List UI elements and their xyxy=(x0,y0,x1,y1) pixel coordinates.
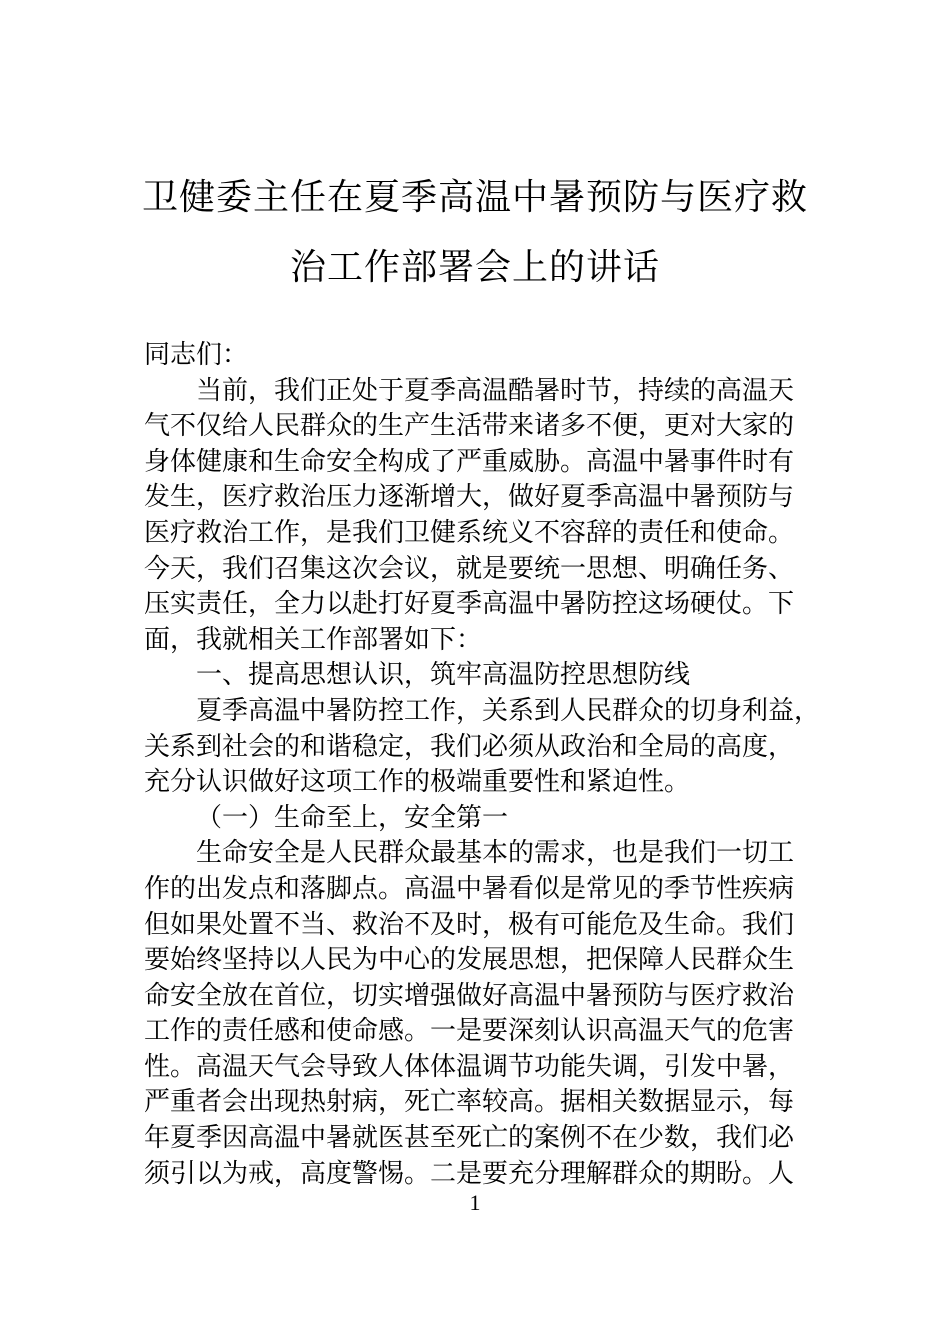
page-number: 1 xyxy=(469,1190,481,1215)
document-title-line-2: 治工作部署会上的讲话 xyxy=(289,247,660,288)
paragraph-line: 医疗救治工作，是我们卫健系统义不容辞的责任和使命。 xyxy=(144,517,795,548)
paragraph-line: 身体健康和生命安全构成了严重威胁。高温中暑事件时有 xyxy=(144,446,795,477)
paragraph-line: 工作的责任感和使命感。一是要深刻认识高温天气的危害 xyxy=(144,1016,795,1047)
paragraph-line: 充分认识做好这项工作的极端重要性和紧迫性。 xyxy=(144,767,691,798)
paragraph-line: 命安全放在首位，切实增强做好高温中暑预防与医疗救治 xyxy=(144,980,795,1011)
paragraph-line: 夏季高温中暑防控工作，关系到人民群众的切身利益， xyxy=(196,695,821,726)
paragraph-line: 年夏季因高温中暑就医甚至死亡的案例不在少数，我们必 xyxy=(144,1123,795,1154)
document-body xyxy=(144,338,824,1192)
paragraph-line: 严重者会出现热射病，死亡率较高。据相关数据显示，每 xyxy=(144,1087,795,1118)
paragraph-line: 压实责任，全力以赴打好夏季高温中暑防控这场硬仗。下 xyxy=(144,589,795,620)
paragraph-line: 但如果处置不当、救治不及时，极有可能危及生命。我们 xyxy=(144,909,795,940)
document-title-line-1: 卫健委主任在夏季高温中暑预防与医疗救 xyxy=(141,177,808,218)
paragraph-line: 当前，我们正处于夏季高温酷暑时节，持续的高温天 xyxy=(196,375,795,406)
subsection-heading: （一）生命至上，安全第一 xyxy=(196,802,509,833)
paragraph-line: 今天，我们召集这次会议，就是要统一思想、明确任务、 xyxy=(144,553,795,584)
paragraph-line: 要始终坚持以人民为中心的发展思想，把保障人民群众生 xyxy=(144,945,795,976)
paragraph-line: 面，我就相关工作部署如下： xyxy=(144,624,483,655)
paragraph-line: 气不仅给人民群众的生产生活带来诸多不便，更对大家的 xyxy=(144,411,795,442)
paragraph-line: 发生，医疗救治压力逐渐增大，做好夏季高温中暑预防与 xyxy=(144,482,795,513)
paragraph-line: 须引以为戒，高度警惕。二是要充分理解群众的期盼。人 xyxy=(144,1158,795,1189)
salutation: 同志们： xyxy=(144,340,249,370)
section-heading: 一、提高思想认识，筑牢高温防控思想防线 xyxy=(196,660,691,691)
paragraph-line: 生命安全是人民群众最基本的需求，也是我们一切工 xyxy=(196,838,795,869)
paragraph-line: 作的出发点和落脚点。高温中暑看似是常见的季节性疾病 xyxy=(144,873,795,904)
paragraph-line: 关系到社会的和谐稳定，我们必须从政治和全局的高度， xyxy=(144,731,795,762)
paragraph-line: 性。高温天气会导致人体体温调节功能失调，引发中暑， xyxy=(144,1051,795,1082)
